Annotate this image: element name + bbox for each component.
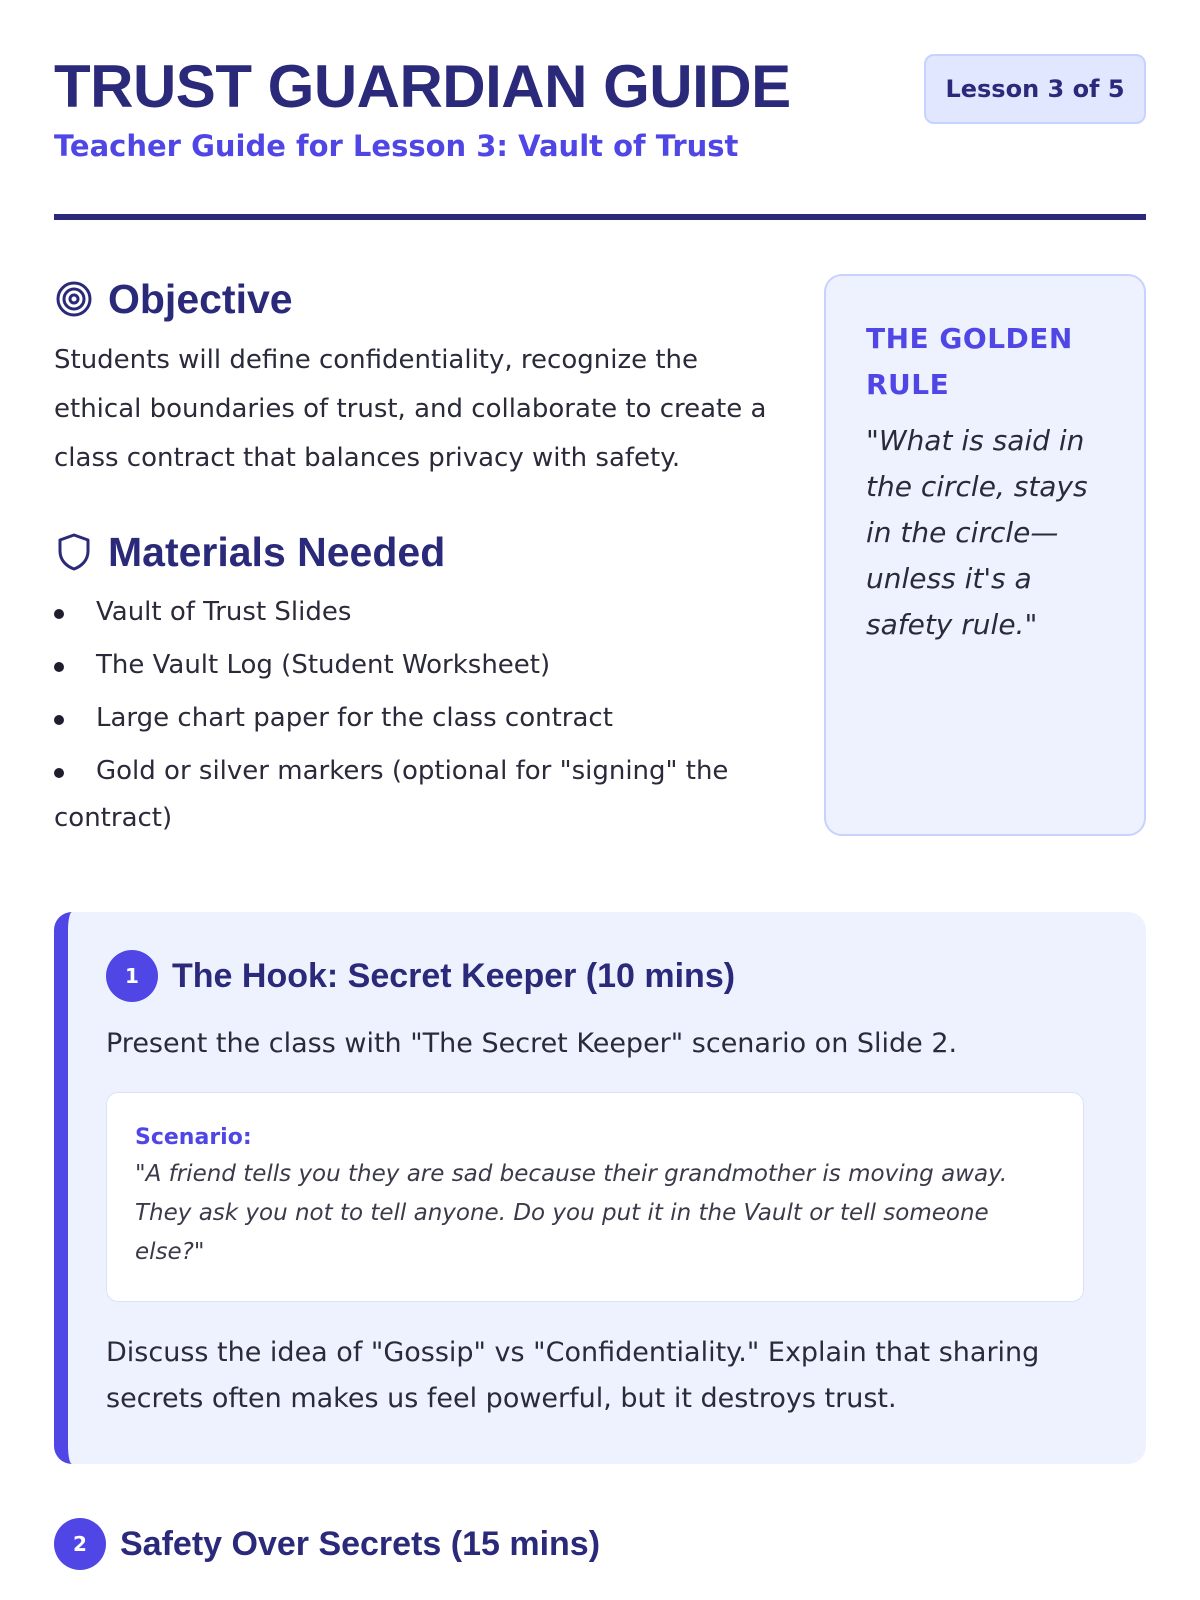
scenario-box xyxy=(106,1092,1084,1302)
overview-section xyxy=(54,222,1146,912)
target-icon xyxy=(54,279,94,319)
step-title: Safety Over Secrets (15 mins) xyxy=(120,1524,601,1563)
golden-rule-quote: "What is said in the circle, stays in the circle—unless it's a safety rule." xyxy=(866,424,1088,641)
step-number-badge: 2 xyxy=(54,1518,106,1570)
scenario-label: Scenario: xyxy=(135,1125,252,1150)
page-subtitle: Teacher Guide for Lesson 3: Vault of Trust xyxy=(54,129,739,163)
header-divider xyxy=(54,214,1146,220)
overview-left-column xyxy=(54,274,774,848)
list-item: The Vault Log (Student Worksheet) xyxy=(54,642,774,689)
step-title: The Hook: Secret Keeper (10 mins) xyxy=(172,956,736,995)
materials-heading xyxy=(54,527,774,577)
golden-rule-title: THE GOLDEN RULE xyxy=(866,322,1073,401)
materials-list xyxy=(54,589,774,842)
step-intro: Present the class with "The Secret Keeper" scenario on Slide 2. xyxy=(106,1028,958,1059)
objective-text: Students will define confidentiality, recognize the ethical boundaries of trust, and collaborate to create a class contract that balances privacy with safety. xyxy=(54,345,767,473)
objective-heading-label: Objective xyxy=(108,276,293,322)
shield-icon xyxy=(54,532,94,572)
page-header xyxy=(54,0,1146,222)
page-title: TRUST GUARDIAN GUIDE xyxy=(54,53,791,120)
step-header xyxy=(106,950,1106,1002)
list-item: Gold or silver markers (optional for "signing" the contract) xyxy=(54,748,774,842)
step-header-2 xyxy=(54,1518,1146,1570)
materials-heading-label: Materials Needed xyxy=(108,529,446,575)
step-number-badge: 1 xyxy=(106,950,158,1002)
step-card-1 xyxy=(54,912,1146,1464)
list-item: Vault of Trust Slides xyxy=(54,589,774,636)
objective-heading xyxy=(54,274,774,324)
lesson-badge: Lesson 3 of 5 xyxy=(924,54,1146,124)
list-item: Large chart paper for the class contract xyxy=(54,695,774,742)
golden-rule-card xyxy=(824,274,1146,836)
step-discussion: Discuss the idea of "Gossip" vs "Confidentiality." Explain that sharing secrets often makes us feel powerful, but it destroys trust. xyxy=(106,1337,1040,1414)
scenario-text: "A friend tells you they are sad because their grandmother is moving away. They ask you not to tell anyone. Do you put it in the Vault or tell someone else?" xyxy=(135,1161,1008,1265)
